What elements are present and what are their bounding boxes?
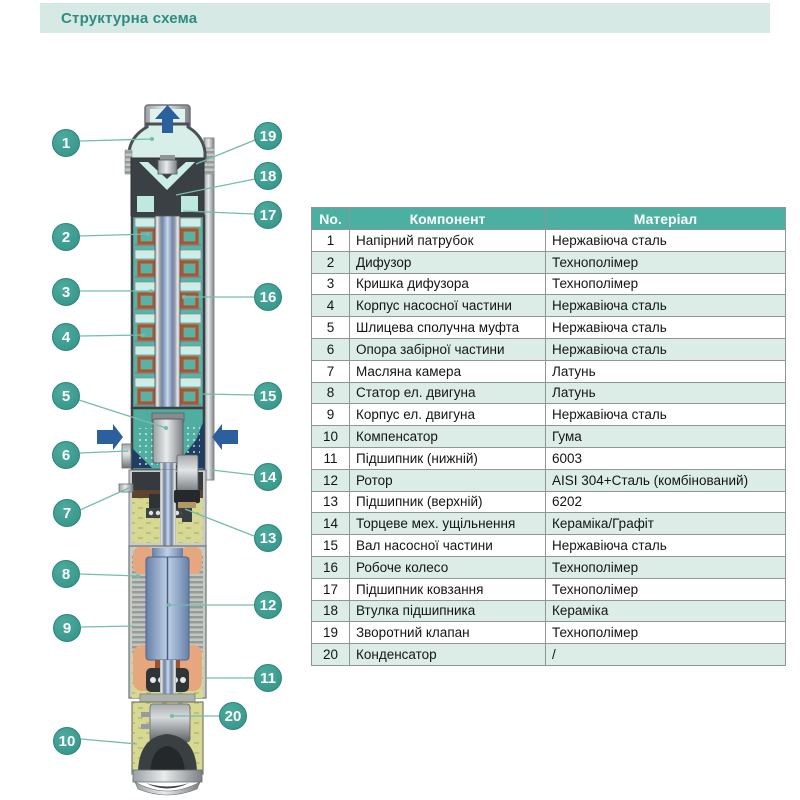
bottom-chamber-section bbox=[132, 694, 203, 795]
cell-material: Кераміка bbox=[546, 600, 786, 622]
table-row bbox=[312, 578, 786, 600]
callout-3: 3 bbox=[52, 278, 80, 306]
cell-no: 18 bbox=[312, 600, 350, 622]
table-row bbox=[312, 295, 786, 317]
callout-13: 13 bbox=[254, 524, 282, 552]
table-row bbox=[312, 317, 786, 339]
table-header-row bbox=[312, 208, 786, 230]
cell-material: Латунь bbox=[546, 360, 786, 382]
cell-no: 13 bbox=[312, 491, 350, 513]
table-row bbox=[312, 447, 786, 469]
cell-component: Робоче колесо bbox=[350, 556, 546, 578]
callout-2: 2 bbox=[52, 223, 80, 251]
lower-bearing bbox=[146, 668, 189, 692]
callout-9: 9 bbox=[53, 614, 81, 642]
column-header-material: Матеріал bbox=[546, 208, 786, 230]
table-row bbox=[312, 469, 786, 491]
inlet-arrow-left-icon bbox=[97, 424, 123, 450]
cell-component: Підшипник ковзання bbox=[350, 578, 546, 600]
table-row bbox=[312, 556, 786, 578]
cell-no: 9 bbox=[312, 404, 350, 426]
pump-body bbox=[97, 105, 238, 795]
table-row bbox=[312, 513, 786, 535]
cell-no: 5 bbox=[312, 317, 350, 339]
spline-coupling-flange bbox=[152, 413, 184, 421]
cable-guard-tube bbox=[204, 138, 214, 480]
cell-component: Опора забірної частини bbox=[350, 338, 546, 360]
cell-no: 16 bbox=[312, 556, 350, 578]
cell-component: Підшипник (верхній) bbox=[350, 491, 546, 513]
cell-no: 11 bbox=[312, 447, 350, 469]
column-header-no: No. bbox=[312, 208, 350, 230]
cell-material: Нержавіюча сталь bbox=[546, 404, 786, 426]
cell-component: Масляна камера bbox=[350, 360, 546, 382]
callout-10: 10 bbox=[53, 727, 81, 755]
table-row bbox=[312, 622, 786, 644]
stator-winding-bottom-right bbox=[180, 645, 202, 691]
cell-material: Технополімер bbox=[546, 251, 786, 273]
callout-17: 17 bbox=[254, 201, 282, 229]
callout-5: 5 bbox=[52, 382, 80, 410]
cell-material: Технополімер bbox=[546, 556, 786, 578]
cell-material: Кераміка/Графіт bbox=[546, 513, 786, 535]
inlet-arrow-right-icon bbox=[212, 424, 238, 450]
callout-14: 14 bbox=[254, 463, 282, 491]
callout-4: 4 bbox=[52, 323, 80, 351]
cell-material: Технополімер bbox=[546, 578, 786, 600]
cell-component: Ротор bbox=[350, 469, 546, 491]
pump-shaft-upper bbox=[155, 216, 180, 408]
cell-component: Вал насосної частини bbox=[350, 535, 546, 557]
callout-16: 16 bbox=[254, 283, 282, 311]
mechanical-seal bbox=[149, 494, 186, 510]
table-row bbox=[312, 535, 786, 557]
outlet-flow-arrow-icon bbox=[155, 105, 180, 133]
cell-material: 6003 bbox=[546, 447, 786, 469]
table-row bbox=[312, 644, 786, 666]
table-row bbox=[312, 251, 786, 273]
suction-section bbox=[132, 408, 204, 505]
cell-material: Нержавіюча сталь bbox=[546, 338, 786, 360]
cell-material: Нержавіюча сталь bbox=[546, 295, 786, 317]
callout-8: 8 bbox=[52, 560, 80, 588]
rubber-compensator bbox=[138, 734, 197, 772]
stator-winding-bottom-left bbox=[133, 645, 155, 691]
page-title: Структурна схема bbox=[61, 9, 198, 27]
cell-no: 6 bbox=[312, 338, 350, 360]
pump-stage-stack bbox=[132, 216, 204, 408]
table-row bbox=[312, 338, 786, 360]
callout-19: 19 bbox=[254, 122, 282, 150]
cell-no: 3 bbox=[312, 273, 350, 295]
cell-no: 19 bbox=[312, 622, 350, 644]
bottom-cap bbox=[133, 770, 202, 782]
table-row bbox=[312, 491, 786, 513]
pump-head-dome bbox=[129, 124, 205, 160]
cell-component: Підшипник (нижній) bbox=[350, 447, 546, 469]
callout-18: 18 bbox=[254, 162, 282, 190]
parts-table bbox=[311, 207, 786, 666]
cell-no: 12 bbox=[312, 469, 350, 491]
bleed-screw-upper bbox=[122, 444, 131, 468]
cell-material: Гума bbox=[546, 426, 786, 448]
cell-material: Технополімер bbox=[546, 622, 786, 644]
cell-material: / bbox=[546, 644, 786, 666]
callout-15: 15 bbox=[254, 382, 282, 410]
callout-20: 20 bbox=[219, 702, 247, 730]
spline-coupling bbox=[153, 419, 183, 463]
bleed-screw-lower bbox=[119, 484, 133, 492]
leader-dots bbox=[136, 137, 186, 718]
stator-winding-top-right bbox=[181, 547, 202, 574]
cell-no: 2 bbox=[312, 251, 350, 273]
discharge-port bbox=[145, 105, 190, 129]
cell-no: 15 bbox=[312, 535, 350, 557]
cell-no: 14 bbox=[312, 513, 350, 535]
cell-no: 7 bbox=[312, 360, 350, 382]
cell-component: Напірний патрубок bbox=[350, 230, 546, 252]
cell-no: 10 bbox=[312, 426, 350, 448]
oil-chamber-section bbox=[119, 444, 206, 546]
cell-material: Технополімер bbox=[546, 273, 786, 295]
cell-component: Корпус насосної частини bbox=[350, 295, 546, 317]
parts-table-body bbox=[312, 230, 786, 666]
cell-component: Дифузор bbox=[350, 251, 546, 273]
table-row bbox=[312, 273, 786, 295]
table-row bbox=[312, 382, 786, 404]
cell-material: Нержавіюча сталь bbox=[546, 317, 786, 339]
capacitor bbox=[150, 704, 190, 742]
cell-no: 1 bbox=[312, 230, 350, 252]
check-valve-section bbox=[131, 155, 204, 216]
cell-no: 17 bbox=[312, 578, 350, 600]
callout-11: 11 bbox=[254, 664, 282, 692]
cell-material: Латунь bbox=[546, 382, 786, 404]
cell-component: Статор ел. двигуна bbox=[350, 382, 546, 404]
cell-component: Корпус ел. двигуна bbox=[350, 404, 546, 426]
table-row bbox=[312, 426, 786, 448]
cell-material: Нержавіюча сталь bbox=[546, 230, 786, 252]
cell-component: Зворотний клапан bbox=[350, 622, 546, 644]
rotor bbox=[146, 557, 189, 660]
table-row bbox=[312, 600, 786, 622]
cell-material: Нержавіюча сталь bbox=[546, 535, 786, 557]
page-title-bar bbox=[40, 3, 770, 33]
callout-6: 6 bbox=[52, 441, 80, 469]
cell-no: 20 bbox=[312, 644, 350, 666]
cell-component: Втулка підшипника bbox=[350, 600, 546, 622]
table-row bbox=[312, 230, 786, 252]
table-row bbox=[312, 360, 786, 382]
leader-lines bbox=[79, 139, 255, 744]
callout-12: 12 bbox=[254, 591, 282, 619]
cell-component: Конденсатор bbox=[350, 644, 546, 666]
callout-1: 1 bbox=[52, 129, 80, 157]
cell-component: Кришка дифузора bbox=[350, 273, 546, 295]
motor-section bbox=[129, 546, 206, 700]
table-row bbox=[312, 404, 786, 426]
cell-no: 8 bbox=[312, 382, 350, 404]
stator-winding-top-left bbox=[133, 547, 154, 574]
cell-material: AISI 304+Сталь (комбінований) bbox=[546, 469, 786, 491]
cell-component: Шлицева сполучна муфта bbox=[350, 317, 546, 339]
cell-component: Компенсатор bbox=[350, 426, 546, 448]
callout-7: 7 bbox=[53, 499, 81, 527]
cell-no: 4 bbox=[312, 295, 350, 317]
cell-material: 6202 bbox=[546, 491, 786, 513]
cable-terminal bbox=[177, 455, 198, 493]
cell-component: Торцеве мех. ущільнення bbox=[350, 513, 546, 535]
column-header-component: Компонент bbox=[350, 208, 546, 230]
